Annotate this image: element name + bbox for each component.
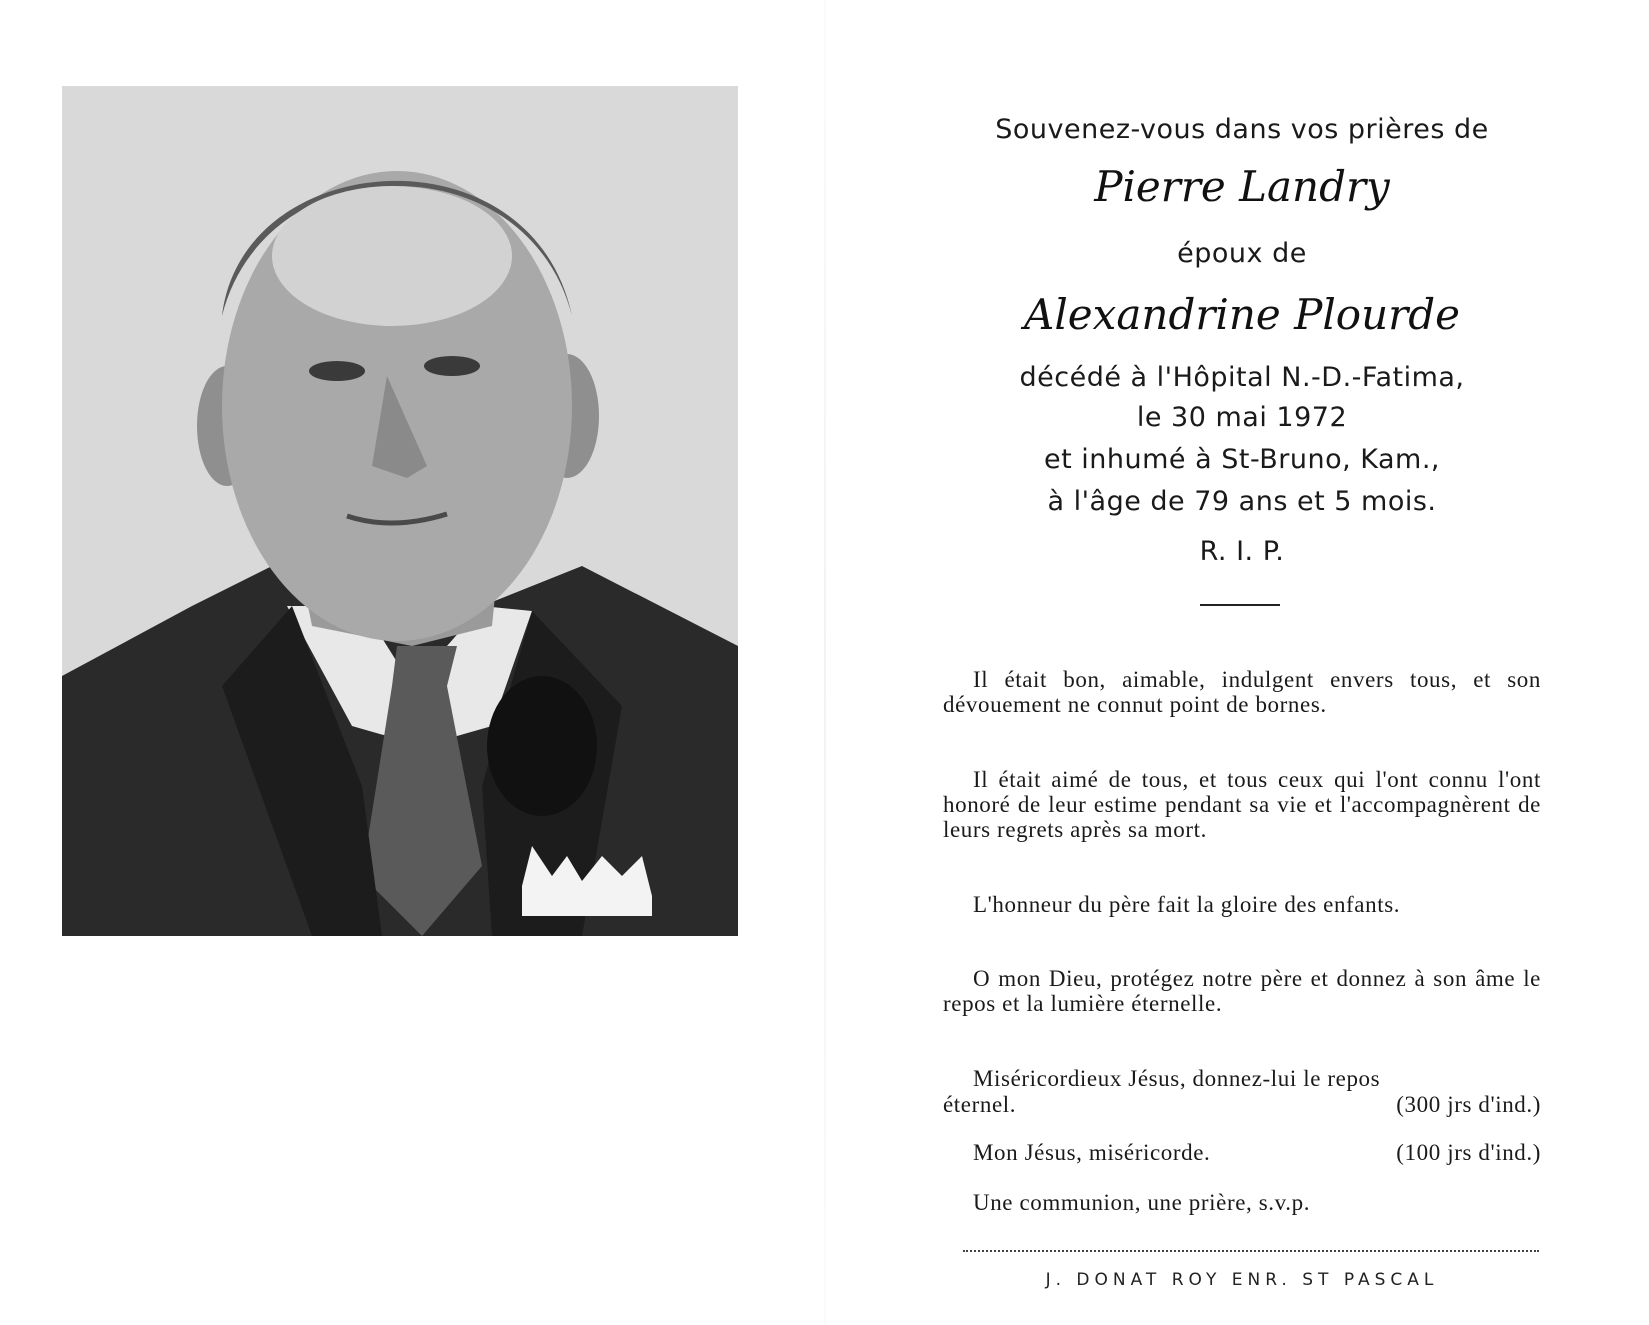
portrait-photo [62, 86, 738, 936]
paragraph-7: Une communion, une prière, s.v.p. [973, 1190, 1311, 1215]
paragraph-6 [973, 1140, 1541, 1166]
relation-line: époux de [1177, 238, 1307, 269]
footer-dotted-rule [963, 1250, 1539, 1252]
divider-rule [1200, 604, 1280, 606]
paragraph-6-indulgence: (100 jrs d'ind.) [1396, 1140, 1541, 1165]
death-line: décédé à l'Hôpital N.-D.-Fatima, [1019, 362, 1465, 393]
card-right-panel [835, 0, 1649, 1325]
intro-line: Souvenez-vous dans vos prières de [995, 114, 1489, 145]
paragraph-5-indulgence: (300 jrs d'ind.) [1396, 1092, 1541, 1117]
date-line: le 30 mai 1972 [1136, 402, 1348, 433]
age-line: à l'âge de 79 ans et 5 mois. [1047, 486, 1437, 517]
portrait-image [62, 86, 738, 936]
paragraph-5-left: éternel. [943, 1092, 1017, 1117]
printer-credit: J. DONAT ROY ENR. ST PASCAL [1045, 1270, 1439, 1290]
paragraph-4: O mon Dieu, protégez notre père et donnez à son âme le repos et la lumière éternelle. [943, 966, 1541, 1016]
deceased-name: Pierre Landry [1094, 162, 1390, 211]
paragraph-1: Il était bon, aimable, indulgent envers tous, et son dévouement ne connut point de bornes. [943, 667, 1541, 717]
card-fold [824, 0, 826, 1325]
paragraph-2: Il était aimé de tous, et tous ceux qui l'ont connu l'ont honoré de leur estime pendant sa vie et l'accompagnèrent de leurs regrets après sa mort. [943, 767, 1541, 842]
spouse-name: Alexandrine Plourde [1024, 290, 1460, 339]
card-left-panel [0, 0, 820, 1325]
paragraph-3: L'honneur du père fait la gloire des enfants. [973, 892, 1401, 917]
rip-line: R. I. P. [1199, 536, 1285, 567]
paragraph-6-left: Mon Jésus, miséricorde. [973, 1140, 1211, 1165]
burial-line: et inhumé à St-Bruno, Kam., [1043, 444, 1441, 475]
paragraph-5-line1: Miséricordieux Jésus, donnez-lui le repos [973, 1066, 1381, 1091]
paragraph-5-line2 [943, 1092, 1541, 1118]
